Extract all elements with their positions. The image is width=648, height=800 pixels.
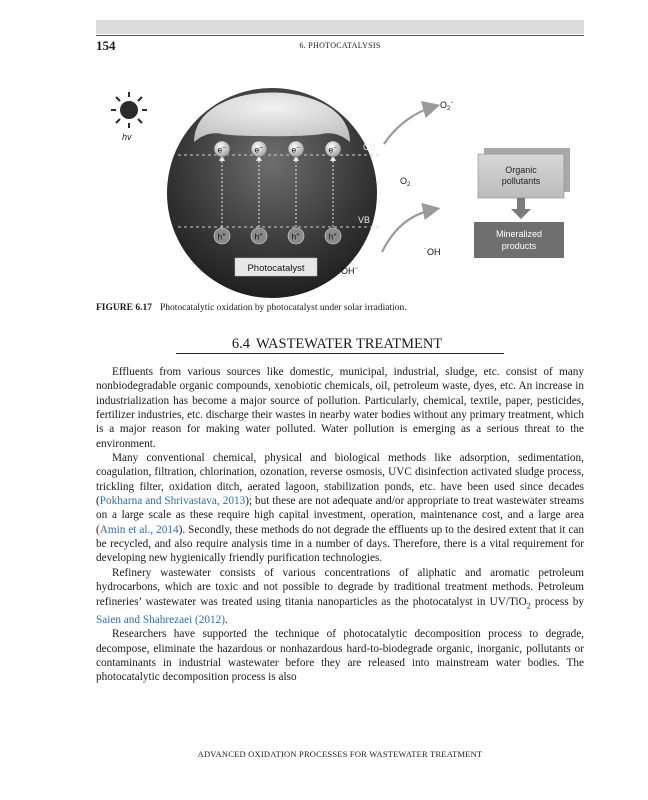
svg-text:e−: e− — [291, 144, 300, 155]
figure-caption — [96, 303, 584, 313]
organic-pollutants-label-line2: pollutants — [501, 176, 541, 186]
electron — [325, 141, 341, 157]
mineralized-products-label-line2: products — [501, 241, 537, 251]
citation-link[interactable]: Pokharna and Shrivastava, 2013 — [99, 495, 246, 508]
cb-label: CB — [363, 142, 376, 152]
section-title-text: WASTEWATER TREATMENT — [255, 336, 443, 352]
organic-pollutants-label-line1: Organic — [505, 165, 537, 175]
hole — [214, 228, 230, 244]
figure-number: FIGURE 6.17 — [96, 303, 152, 313]
header-rule — [96, 35, 584, 36]
body-text — [96, 365, 584, 685]
svg-text:h+: h+ — [291, 231, 300, 242]
figure-caption-text: Photocatalytic oxidation by photocatalyst under solar irradiation. — [159, 303, 407, 313]
section-rule — [176, 353, 504, 354]
paragraph-3: Refinery wastewater consists of various concentrations of aliphatic and aromatic petroleum hydrocarbons, which are toxic and not possible to degrade by traditional treatment methods. Petroleum refineries’ wastewater was treated using titania nanoparticles as the photocatalyst in UV/TiO$_2$ process by Saien and Shahrezaei (2012). — [96, 566, 585, 627]
section-heading — [176, 336, 504, 353]
running-head: 6. PHOTOCATALYSIS — [299, 41, 381, 50]
electron — [288, 141, 304, 157]
hv-label: hv — [122, 132, 132, 142]
photocatalyst-label: Photocatalyst — [247, 263, 305, 274]
superoxide-arrow — [384, 106, 436, 144]
svg-text:h+: h+ — [254, 231, 263, 242]
degradation-down-arrow — [511, 198, 531, 219]
hole — [325, 228, 341, 244]
running-footer: ADVANCED OXIDATION PROCESSES FOR WASTEWATER TREATMENT — [197, 749, 483, 759]
electron — [214, 141, 230, 157]
hydroxyl-arrow — [382, 209, 436, 252]
superoxide-label: $O_2^-$ — [440, 100, 454, 112]
svg-text:e−: e− — [217, 144, 226, 155]
svg-text:e−: e− — [254, 144, 263, 155]
citation-link[interactable]: Amin et al., 2014 — [99, 523, 179, 536]
hole — [288, 228, 304, 244]
hole — [251, 228, 267, 244]
hydroxide-label: OH− — [341, 266, 359, 276]
hydroxyl-radical-label: ˙OH — [424, 247, 441, 257]
citation-link[interactable]: Saien and Shahrezaei (2012) — [96, 614, 226, 627]
paragraph-2: Many conventional chemical, physical and biological methods like adsorption, sedimentation, coagulation, filtration, chlorination, ozonation, reverse osmosis, UVC disinfection activated sludge process, trickling filter, oxidation ditch, aerated lagoon, stabilization ponds, etc. have been used since decades (Pokharna and Shrivastava, 2013); but these are not adequate and/or appropriate to treat wastewater streams on a large scale as these require high capital investment, operation, maintenance cost, and a large area (Amin et al., 2014). Secondly, these methods do not degrade the effluents up to the desired extent that it can be recycled, and also require analysis time in a number of days. Therefore, there is a vital requirement for developing new hygienically friendly purification technologies. — [96, 452, 584, 565]
mineralized-products-label-line1: Mineralized — [495, 229, 543, 239]
oxygen-label: $O_2$ — [400, 176, 411, 188]
page-number: 154 — [96, 38, 116, 53]
paragraph-4: Researchers have supported the technique of photocatalytic decomposition process to degrade, decompose, eliminate the hazardous or nonhazardous hard-to-biodegrade organic, inorganic, pollutants or contaminants in industrial wastewater before they are released into mainstream water bodies. The photocatalytic decomposition process is also — [96, 628, 584, 684]
electron — [251, 141, 267, 157]
sun-icon — [111, 92, 147, 128]
svg-text:h+: h+ — [217, 231, 226, 242]
page-top-band — [96, 20, 584, 34]
mineralized-products-box — [474, 222, 564, 258]
svg-text:h+: h+ — [328, 231, 337, 242]
vb-label: VB — [358, 215, 371, 225]
section-number: 6.4 — [231, 336, 250, 352]
paragraph-1: Effluents from various sources like domestic, municipal, industrial, sludge, etc. consist of many nonbiodegradable organic compounds, xenobiotic chemicals, oil, petroleum waste, dyes, etc. An increase in industrialization has become a major source of pollution. Particularly, chemical, textile, paper, pesticides, fertilizer industries, etc. discharge their wastes in nearby water bodies without any primary treatment, which is a major reason for making water polluted. Water pollution is emerging as a serious threat to the environment. — [96, 366, 584, 450]
figure-photocatalysis-diagram — [96, 84, 584, 298]
svg-text:e−: e− — [328, 144, 337, 155]
